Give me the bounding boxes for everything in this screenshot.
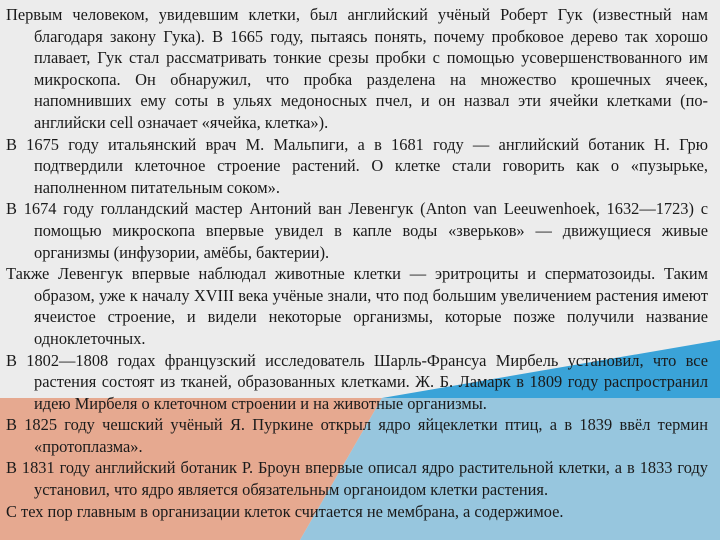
body-text [6,4,708,522]
paragraph-hooke: Первым человеком, увидевшим клетки, был английский учёный Роберт Гук (известный нам благодаря закону Гука). В 1665 году, пытаясь понять, почему пробковое дерево так хорошо плавает, Гук стал рассматривать тонкие срезы пробки с помощью усовершенствованного им микроскопа. Он обнаружил, что пробка разделена на множество крошечных ячеек, напомнивших ему соты в ульях медоносных пчел, и он назвал эти ячейки клетками (по-английски cell означает «ячейка, клетка»). [6,5,708,132]
paragraph-conclusion: С тех пор главным в организации клеток считается не мембрана, а содержимое. [6,501,564,521]
paragraph-animal-cells: Также Левенгук впервые наблюдал животные клетки — эритроциты и сперматозоиды. Таким образом, уже к началу XVIII века учёные знали, что под большим увеличением растения имеют ячеистое строение, и видели некоторые организмы, которые позже получили название одноклеточных. [6,264,708,348]
paragraph-leeuwenhoek: В 1674 году голландский мастер Антоний ван Левенгук (Anton van Leeuwenhoek, 1632—1723) с помощью микроскопа впервые увидел в капле воды «зверьков» — движущиеся живые организмы (инфузории, амёбы, бактерии). [6,199,708,262]
paragraph-mirbel-lamarck: В 1802—1808 годах французский исследователь Шарль-Франсуа Мирбель установил, что все растения состоят из тканей, образованных клетками. Ж. Б. Ламарк в 1809 году распространил идею Мирбеля о клеточном строении и на животные организмы. [6,350,708,413]
paragraph-purkinje: В 1825 году чешский учёный Я. Пуркине открыл ядро яйцеклетки птиц, а в 1839 ввёл термин «протоплазма». [6,415,708,456]
paragraph-malpighi-grew: В 1675 году итальянский врач М. Мальпиги, а в 1681 году — английский ботаник Н. Грю подтвердили клеточное строение растений. О клетке стали говорить как о «пузырьке, наполненном питательным соком». [6,134,708,197]
paragraph-brown: В 1831 году английский ботаник Р. Броун впервые описал ядро растительной клетки, а в 1833 году установил, что ядро является обязательным органоидом клетки растения. [6,458,708,500]
